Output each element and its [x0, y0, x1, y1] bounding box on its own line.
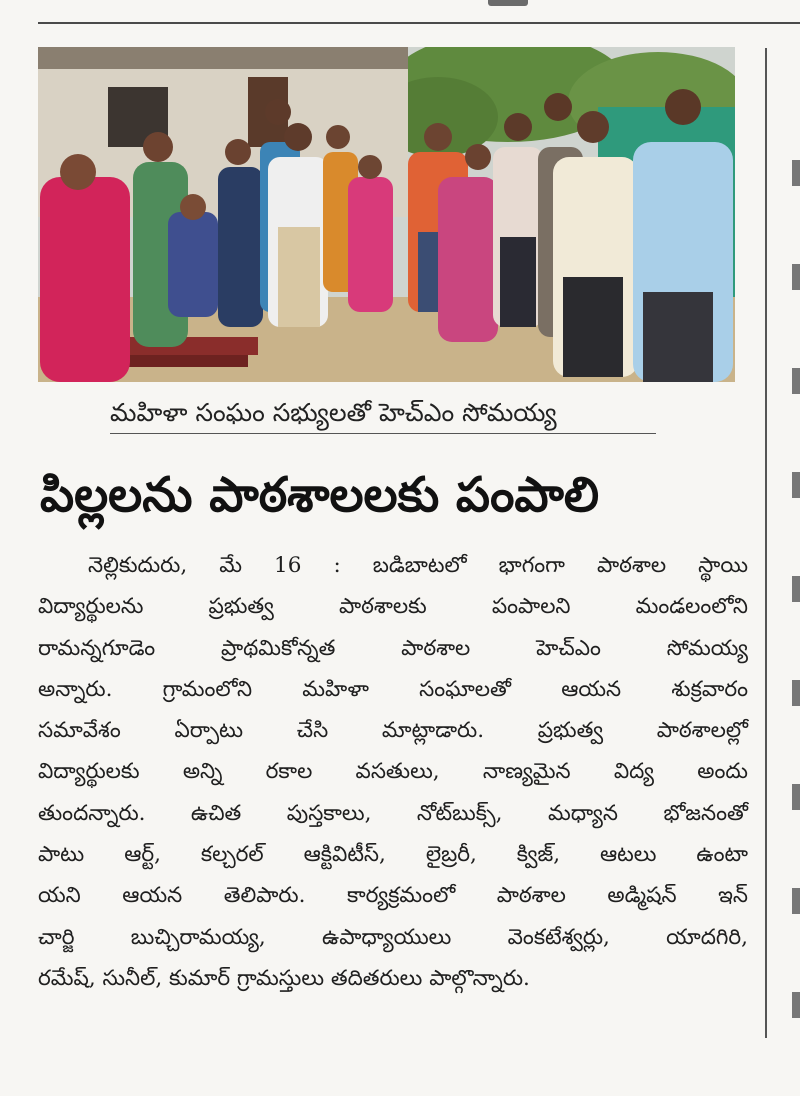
- group-photo-icon: [38, 47, 735, 382]
- body-line: సమావేశం ఏర్పాటు చేసి మాట్లాడారు. ప్రభుత్వ పాఠశాలల్లో: [38, 718, 748, 744]
- body-line: తుందన్నారు. ఉచిత పుస్తకాలు, నోట్‌బుక్స్, మధ్యాన భోజనంతో: [38, 800, 748, 826]
- body-line: రమేష్, సునీల్, కుమార్ గ్రామస్తులు తదితరులు పాల్గొన్నారు.: [38, 965, 530, 991]
- top-rule: [38, 22, 800, 24]
- body-line: విద్యార్థులను ప్రభుత్వ పాఠశాలకు పంపాలని మండలంలోని: [38, 594, 748, 620]
- top-mark: [488, 0, 528, 6]
- body-line: రామన్నగూడెం ప్రాథమికోన్నత పాఠశాల హెచ్‌ఎం సోమయ్య: [38, 635, 748, 661]
- headline: పిల్లలను పాఠశాలలకు పంపాలి: [40, 467, 600, 523]
- column-divider: [765, 48, 767, 1038]
- adjacent-column-fragment: [792, 160, 800, 1096]
- body-line: పాటు ఆర్ట్, కల్చరల్ ఆక్టివిటీస్, లైబ్రరీ, క్విజ్, ఆటలు ఉంటా: [38, 842, 748, 868]
- news-photo: [38, 47, 735, 382]
- photo-caption: మహిళా సంఘం సభ్యులతో హెచ్‌ఎం సోమయ్య: [110, 393, 656, 434]
- article-body: [38, 545, 748, 999]
- body-line: అన్నారు. గ్రామంలోని మహిళా సంఘాలతో ఆయన శుక్రవారం: [38, 676, 748, 702]
- body-line: చార్జి బుచ్చిరామయ్య, ఉపాధ్యాయులు వెంకటేశ్వర్లు, యాదగిరి,: [38, 924, 748, 950]
- body-line: విద్యార్థులకు అన్ని రకాల వసతులు, నాణ్యమైన విద్య అందు: [38, 759, 748, 785]
- body-line: యని ఆయన తెలిపారు. కార్యక్రమంలో పాఠశాల అడ్మిషన్ ఇన్: [38, 883, 748, 909]
- body-line: నెల్లికుదురు, మే 16 : బడిబాటలో భాగంగా పాఠశాల స్థాయి: [88, 553, 748, 578]
